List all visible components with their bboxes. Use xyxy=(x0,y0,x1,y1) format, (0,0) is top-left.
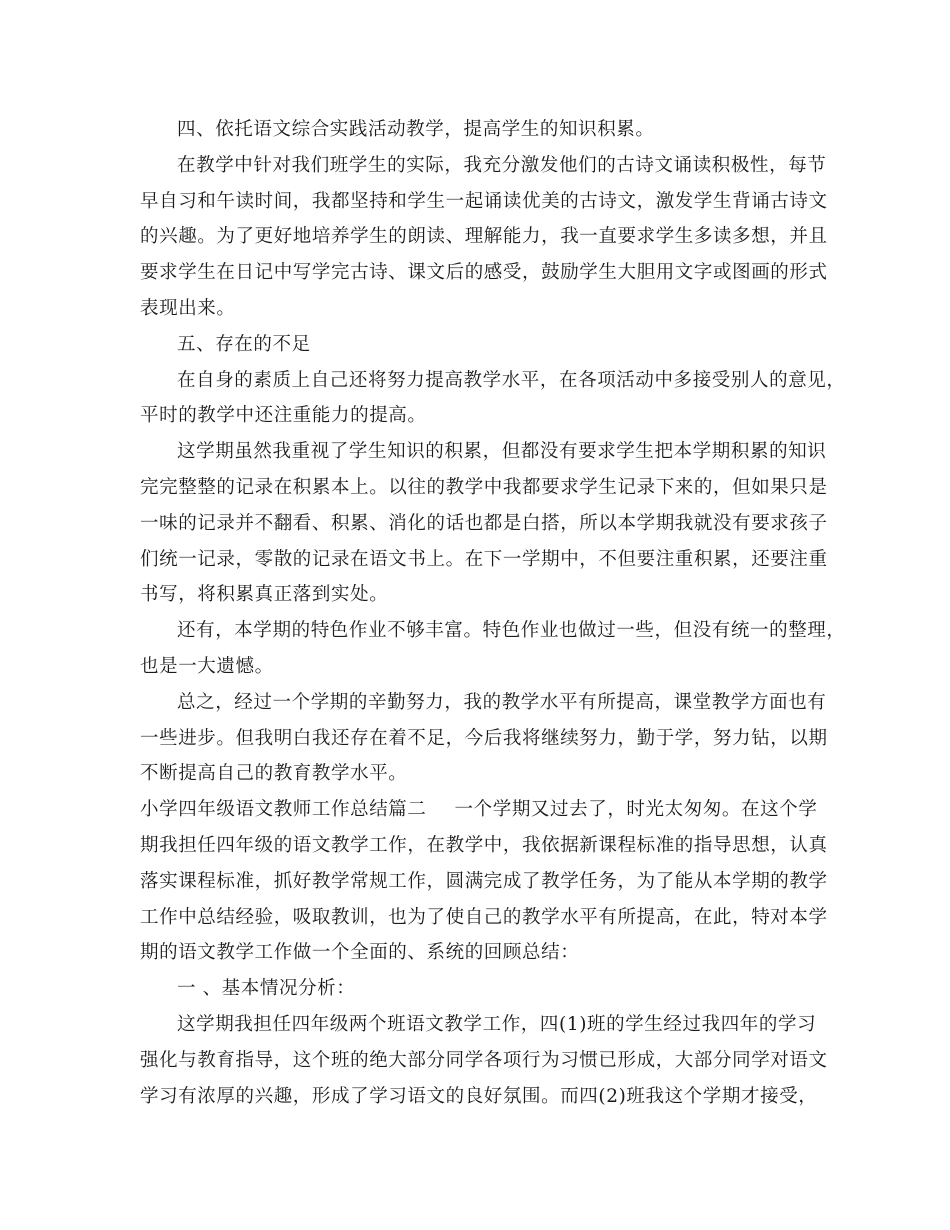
paragraph-line: 这学期我担任四年级两个班语文教学工作，四(1)班的学生经过我四年的学习 xyxy=(177,1013,817,1035)
paragraph-line: 这学期虽然我重视了学生知识的积累，但都没有要求学生把本学期积累的知识 xyxy=(177,441,827,463)
document-body xyxy=(140,112,846,1114)
paragraph-line: 早自习和午读时间，我都坚持和学生一起诵读优美的古诗文，激发学生背诵古诗文 xyxy=(140,190,828,212)
section-heading-1: 一 、基本情况分析： xyxy=(177,978,356,1000)
paragraph-line: 在教学中针对我们班学生的实际，我充分激发他们的古诗文诵读积极性，每节 xyxy=(177,154,827,176)
paragraph-line: 学习有浓厚的兴趣，形成了学习语文的良好氛围。而四(2)班我这个学期才接受， xyxy=(140,1085,818,1107)
paragraph-line: 期的语文教学工作做一个全面的、系统的回顾总结： xyxy=(140,942,580,964)
paragraph-line: 一些进步。但我明白我还存在着不足，今后我将继续努力，勤于学，努力钻，以期 xyxy=(140,727,828,749)
paragraph-line: 的兴趣。为了更好地培养学生的朗读、理解能力，我一直要求学生多读多想，并且 xyxy=(140,226,828,248)
paragraph-line: 表现出来。 xyxy=(140,297,236,319)
paragraph-line: 们统一记录，零散的记录在语文书上。在下一学期中，不但要注重积累，还要注重 xyxy=(140,548,828,570)
paragraph-line: 还有，本学期的特色作业不够丰富。特色作业也做过一些，但没有统一的整理， xyxy=(177,620,846,642)
section-heading-5: 五、存在的不足 xyxy=(177,333,311,355)
paragraph-line: 期我担任四年级的语文教学工作，在教学中，我依据新课程标准的指导思想，认真 xyxy=(140,834,828,856)
paragraph-line: 一个学期又过去了，时光太匆匆。在这个学 xyxy=(454,799,818,821)
paragraph-line: 完完整整的记录在积累本上。以往的教学中我都要求学生记录下来的，但如果只是 xyxy=(140,476,828,498)
paragraph-line: 一味的记录并不翻看、积累、消化的话也都是白搭，所以本学期我就没有要求孩子 xyxy=(140,512,828,534)
paragraph-line: 要求学生在日记中写学完古诗、课文后的感受，鼓励学生大胆用文字或图画的形式 xyxy=(140,262,828,284)
paragraph-line: 不断提高自己的教育教学水平。 xyxy=(140,763,408,785)
paragraph-line: 平时的教学中还注重能力的提高。 xyxy=(140,405,427,427)
article-title-line xyxy=(140,792,816,828)
section-heading-4: 四、依托语文综合实践活动教学，提高学生的知识积累。 xyxy=(177,119,655,140)
paragraph-line: 强化与教育指导，这个班的绝大部分同学各项行为习惯已形成，大部分同学对语文 xyxy=(140,1049,828,1071)
article-title: 小学四年级语文教师工作总结篇二 xyxy=(140,799,427,821)
paragraph-line: 书写，将积累真正落到实处。 xyxy=(140,584,389,606)
paragraph-line: 在自身的素质上自己还将努力提高教学水平，在各项活动中多接受别人的意见， xyxy=(177,369,846,391)
paragraph-line: 工作中总结经验，吸取教训，也为了使自己的教学水平有所提高，在此，特对本学 xyxy=(140,906,828,928)
paragraph-line: 总之，经过一个学期的辛勤努力，我的教学水平有所提高，课堂教学方面也有 xyxy=(177,691,827,713)
paragraph-line: 也是一大遗憾。 xyxy=(140,655,274,677)
paragraph-line: 落实课程标准，抓好教学常规工作，圆满完成了教学任务，为了能从本学期的教学 xyxy=(140,870,828,892)
